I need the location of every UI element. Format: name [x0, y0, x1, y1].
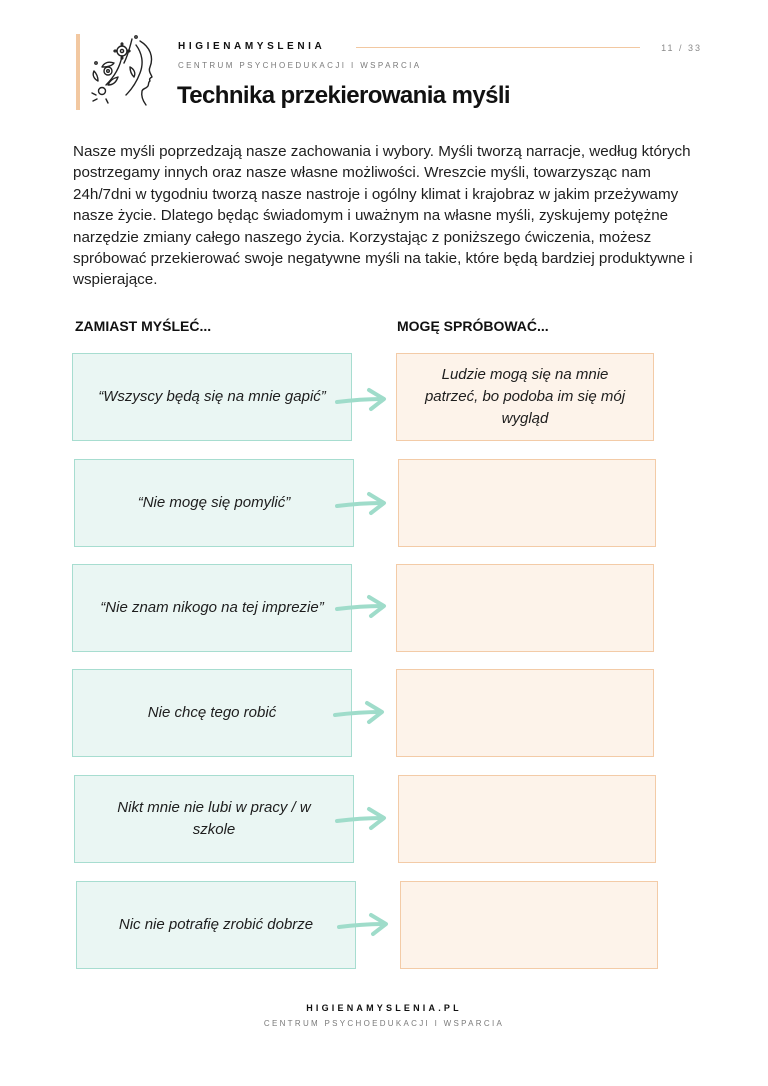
arrow-right-icon	[333, 804, 389, 834]
arrow-right-icon	[331, 698, 387, 728]
page-title: Technika przekierowania myśli	[177, 82, 510, 109]
footer-subtitle: CENTRUM PSYCHOEDUKACJI I WSPARCIA	[263, 1019, 505, 1028]
try-thought-5[interactable]	[398, 775, 656, 863]
try-thought-3[interactable]	[396, 564, 654, 652]
footer-brand: HIGIENAMYSLENIA.PL	[306, 1003, 462, 1013]
instead-thought-1: “Wszyscy będą się na mnie gapić”	[72, 353, 352, 441]
try-thought-1[interactable]: Ludzie mogą się na mnie patrzeć, bo podoba im się mój wygląd	[396, 353, 654, 441]
page-number: 11 / 33	[661, 43, 702, 53]
arrow-right-icon	[333, 489, 389, 519]
instead-thought-6: Nic nie potrafię zrobić dobrze	[76, 881, 356, 969]
header-divider	[356, 47, 640, 48]
instead-thought-3: “Nie znam nikogo na tej imprezie”	[72, 564, 352, 652]
column-header-try: MOGĘ SPRÓBOWAĆ...	[397, 318, 549, 334]
arrow-right-icon	[335, 910, 391, 940]
column-header-instead: ZAMIAST MYŚLEĆ...	[75, 318, 212, 334]
brand-subtitle: CENTRUM PSYCHOEDUKACJI I WSPARCIA	[178, 61, 422, 70]
intro-paragraph: Nasze myśli poprzedzają nasze zachowania i wybory. Myśli tworzą narracje, według których postrzegamy innych oraz nasze własne możliwości. Wreszcie myśli, towarzysząc nam 24h/7dni w tygodniu tworzą nasze nastroje i ogólny klimat i krajobraz w jakim przeżywamy nasze życie. Dlatego będąc świadomym i uważnym na własne myśli, zyskujemy potężne narzędzie zmiany całego naszego życia. Korzystając z poniższego ćwiczenia, możesz spróbować przekierować swoje negatywne myśli na takie, które będą bardziej produktywne i wspierające.	[73, 143, 693, 289]
arrow-right-icon	[333, 385, 389, 415]
instead-thought-4: Nie chcę tego robić	[72, 669, 352, 757]
arrow-right-icon	[333, 592, 389, 622]
instead-thought-5: Nikt mnie nie lubi w pracy / w szkole	[74, 775, 354, 863]
brand-name: HIGIENAMYSLENIA	[178, 41, 326, 52]
woman-flower-logo-icon	[88, 33, 160, 111]
try-thought-6[interactable]	[400, 881, 658, 969]
header-accent-bar	[76, 34, 80, 110]
try-thought-4[interactable]	[396, 669, 654, 757]
instead-thought-2: “Nie mogę się pomylić”	[74, 459, 354, 547]
try-thought-2[interactable]	[398, 459, 656, 547]
